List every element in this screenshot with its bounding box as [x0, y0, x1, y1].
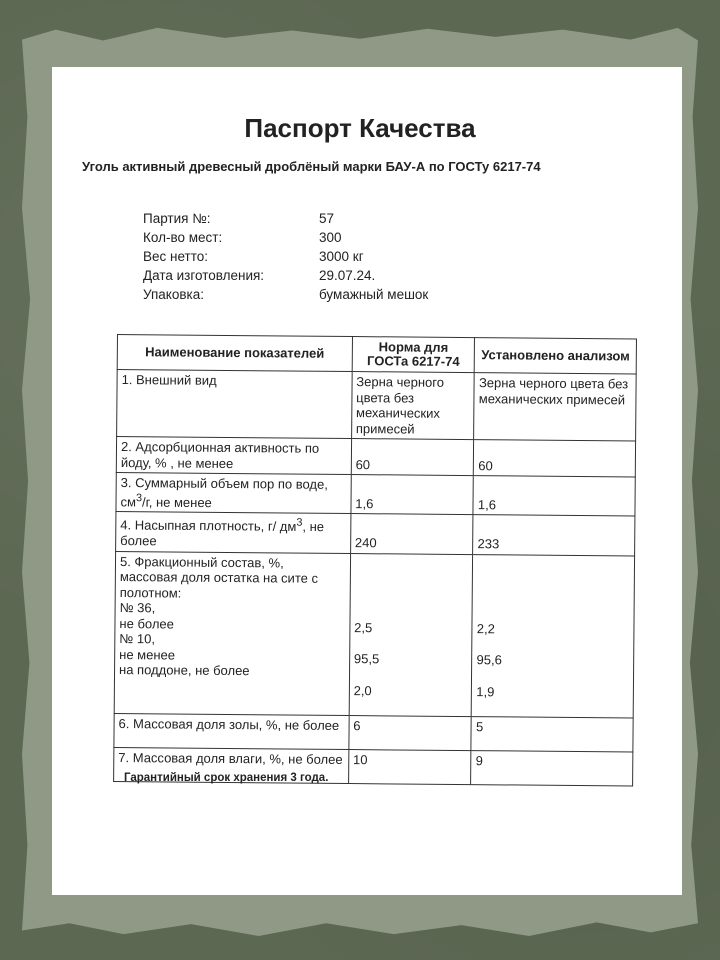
row-name-text: 3. Суммарный объем пор по воде, см [120, 475, 328, 509]
superscript-3: 3 [135, 491, 143, 504]
info-value: 3000 кг [319, 249, 364, 264]
row-norm: 60 [351, 439, 474, 476]
info-value: 300 [319, 230, 342, 245]
row-norm: 10 [348, 749, 471, 784]
table-row [116, 437, 635, 478]
row-norm: 1,6 [351, 475, 474, 515]
spacer [477, 636, 630, 653]
row-name: 2. Адсорбционная активность по йоду, % , не менее [116, 437, 351, 475]
spacer [354, 667, 468, 684]
info-row [143, 209, 543, 228]
fraction-line: не менее [119, 646, 176, 663]
header-indicator: Наименование показателей [117, 335, 352, 372]
quality-table [113, 334, 637, 786]
row-name [116, 512, 351, 553]
row-actual: 60 [474, 440, 636, 477]
info-row [143, 266, 543, 285]
table-row [114, 551, 634, 718]
row-name: 1. Внешний вид [117, 370, 352, 439]
info-label: Партия №: [143, 211, 211, 226]
row-norm: 6 [349, 715, 472, 750]
fraction-value: 2,0 [353, 682, 372, 698]
row-norm: 240 [350, 514, 473, 554]
fraction-value: 2,2 [476, 620, 495, 636]
row-norm: Зерна черного цвета без механических примесей [351, 372, 474, 440]
info-row [143, 247, 543, 266]
row-name-text: 4. Насыпная плотность, г/ дм [120, 517, 297, 535]
info-row [143, 228, 543, 247]
info-row [143, 285, 543, 304]
fraction-line: № 10, [119, 631, 156, 647]
fraction-line: 5. Фракционный состав, %, [119, 553, 284, 571]
table-row [114, 713, 633, 752]
row-name-text: /г, не менее [141, 494, 212, 510]
info-value: 57 [319, 211, 335, 226]
info-label: Дата изготовления: [143, 268, 265, 283]
document-title: Паспорт Качества [244, 113, 476, 143]
info-label: Вес нетто: [143, 249, 209, 264]
row-name: 7. Массовая доля влаги, %, не более [114, 747, 349, 783]
spacer [476, 668, 629, 685]
fraction-line: не более [119, 615, 175, 632]
header-norm: Норма для ГОСТа 6217-74 [352, 337, 475, 373]
info-label: Упаковка: [143, 287, 204, 302]
fraction-line: массовая доля остатка на сите с полотном: [119, 569, 319, 601]
row-actual: 5 [471, 716, 633, 751]
info-label: Кол-во мест: [143, 230, 223, 245]
row-name [116, 472, 351, 513]
table-row [116, 512, 635, 556]
row-norm [349, 553, 473, 716]
fraction-value: 95,6 [476, 652, 502, 668]
fraction-value: 2,5 [354, 619, 373, 635]
info-value: бумажный мешок [319, 287, 429, 302]
row-name-text: , не более [120, 519, 325, 549]
row-actual: 9 [471, 750, 633, 785]
table-header-row [117, 335, 636, 375]
fraction-line: на поддоне, не более [119, 662, 250, 679]
batch-info [143, 209, 543, 304]
header-result: Установлено анализом [475, 338, 637, 374]
row-name [114, 551, 350, 715]
fraction-value: 95,5 [353, 651, 380, 667]
table-row [116, 472, 635, 516]
superscript-3: 3 [296, 516, 303, 529]
row-actual: 1,6 [473, 476, 635, 517]
document-subtitle: Уголь активный древесный дроблёный марки БАУ-А по ГОСТу 6217-74 [82, 159, 541, 174]
info-value: 29.07.24. [319, 268, 376, 283]
guarantee-note: Гарантийный срок хранения 3 года. [124, 772, 329, 784]
table-row [117, 370, 637, 442]
row-actual [472, 554, 635, 717]
spacer [354, 635, 468, 652]
row-name: 6. Массовая доля золы, %, не более [114, 713, 349, 749]
fraction-line: № 36, [119, 600, 156, 616]
fraction-value: 1,9 [476, 683, 495, 699]
row-actual: Зерна черного цвета без механических примесей [474, 373, 636, 441]
row-actual: 233 [473, 515, 635, 556]
